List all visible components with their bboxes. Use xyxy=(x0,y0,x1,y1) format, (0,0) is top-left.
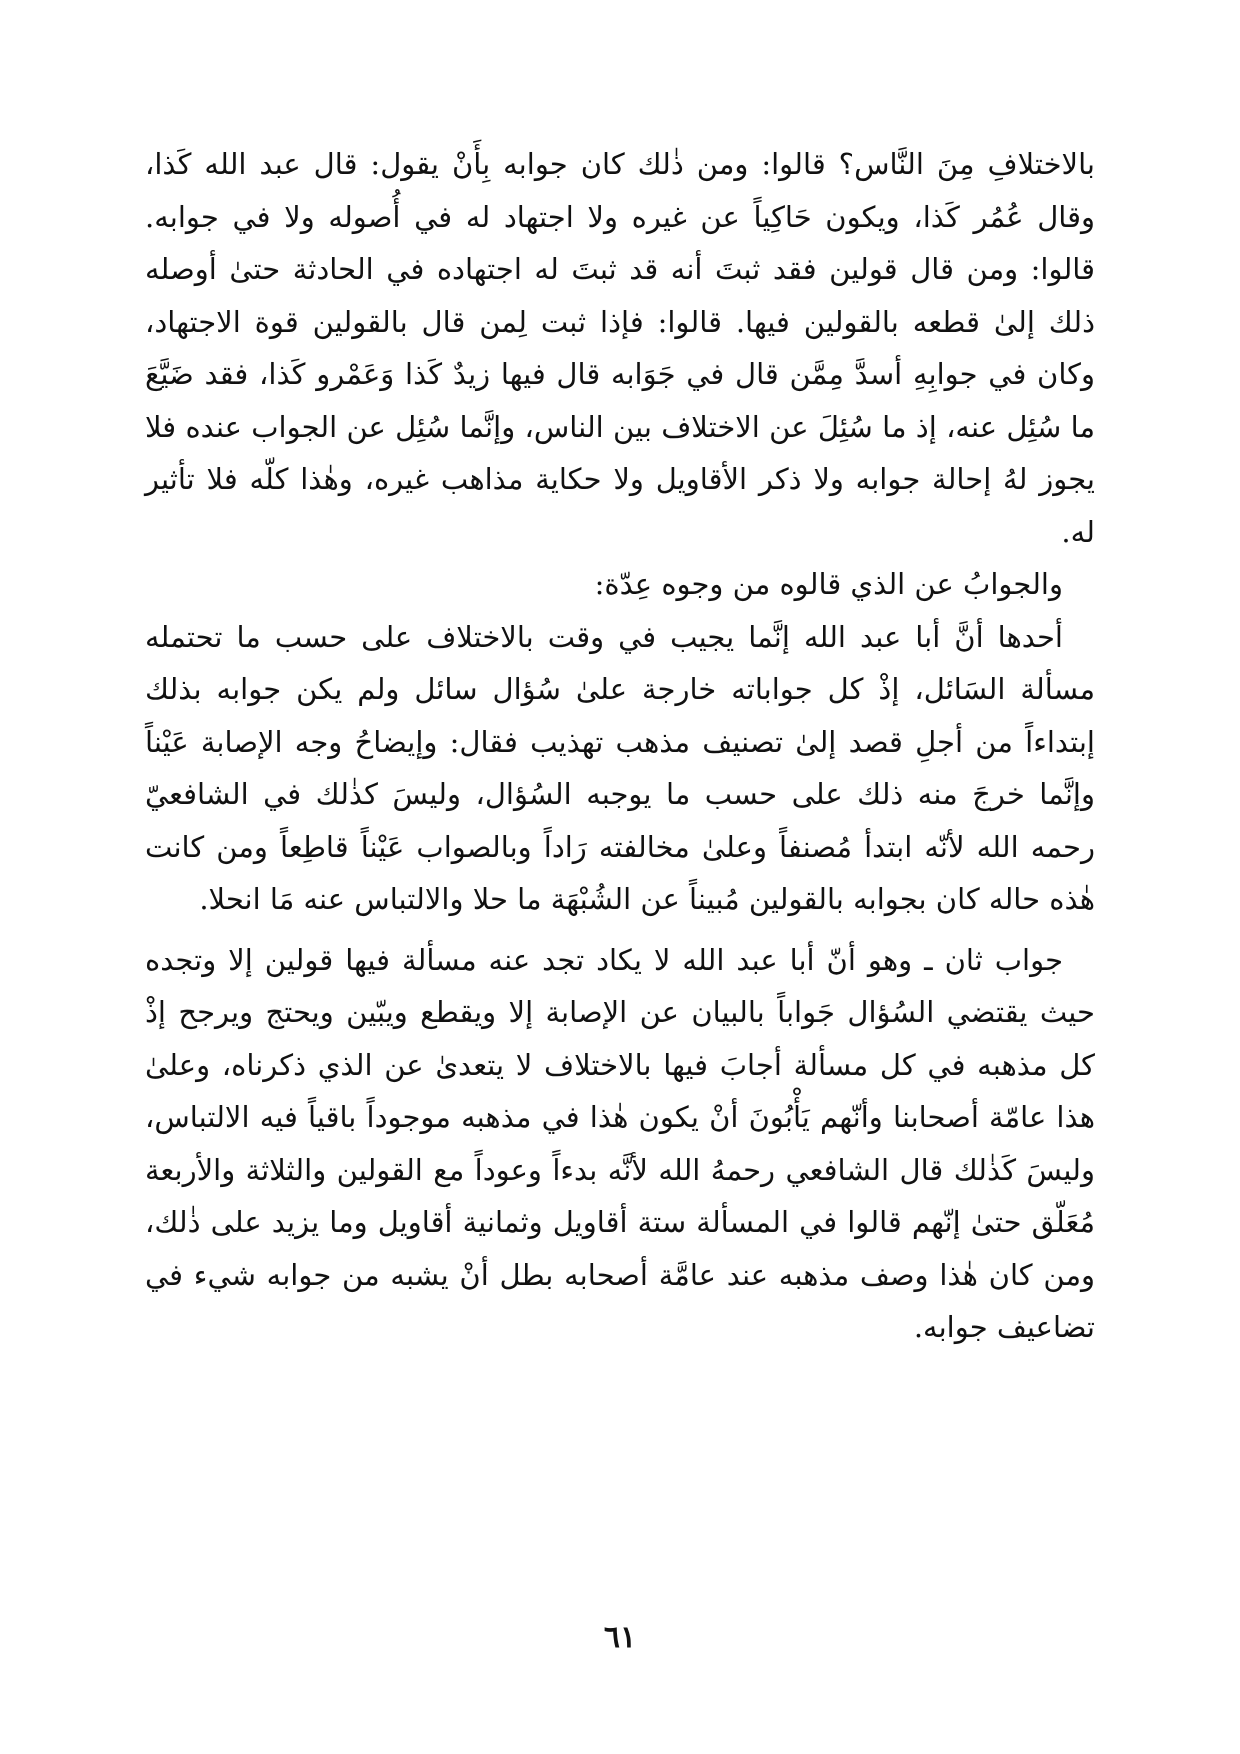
paragraph-1: بالاختلافِ مِنَ النَّاس؟ قالوا: ومن ذٰلك كان جوابه بِأَنْ يقول: قال عبد الله كَذا، وقال عُمُر كَذا، ويكون حَاكِياً عن غيره ولا اجتهاد له في أُصوله ولا في جوابه. قالوا: ومن قال قولين فقد ثبتَ أنه قد ثبتَ له اجتهاده في الحادثة حتىٰ أوصله ذلك إلىٰ قطعه بالقولين فيها. قالوا: فإذا ثبت لِمن قال بالقولين قوة الاجتهاد، وكان في جوابِهِ أسدَّ مِمَّن قال في جَوَابه قال فيها زيدٌ كَذا وَعَمْرو كَذا، فقد ضَيَّعَ ما سُئِل عنه، إذ ما سُئِلَ عن الاختلاف بين الناس، وإنَّما سُئِل عن الجواب عنده فلا يجوز لهُ إحالة جوابه ولا ذكر الأقاويل ولا حكاية مذاهب غيره، وهٰذا كلّه فلا تأثير له. xyxy=(145,147,1096,549)
body-text xyxy=(145,138,1095,1354)
paragraph-2: والجوابُ عن الذي قالوه من وجوه عِدّة: xyxy=(594,567,1063,601)
page-number: ٦١ xyxy=(603,1620,637,1655)
paragraph-4: جواب ثان ـ وهو أنّ أبا عبد الله لا يكاد تجد عنه مسألة فيها قولين إلا وتجده حيث يقتضي السُؤال جَواباً بالبيان عن الإصابة إلا ويقطع ويبّين ويحتج ويرجح إذْ كل مذهبه في كل مسألة أجابَ فيها بالاختلاف لا يتعدىٰ عن الذي ذكرناه، وعلىٰ هذا عامّة أصحابنا وأنّهم يَأْبُونَ أنْ يكون هٰذا في مذهبه موجوداً باقياً فيه الالتباس، وليسَ كَذٰلك قال الشافعي رحمهُ الله لأنَّه بدءاً وعوداً مع القولين والثلاثة والأربعة مُعَلّق حتىٰ إنّهم قالوا في المسألة ستة أقاويل وثمانية أقاويل وما يزيد على ذٰلك، ومن كان هٰذا وصف مذهبه عند عامَّة أصحابه بطل أنْ يشبه من جوابه شيء في تضاعيف جوابه. xyxy=(145,942,1095,1344)
paragraph-3: أحدها أنَّ أبا عبد الله إنَّما يجيب في وقت بالاختلاف على حسب ما تحتمله مسألة السَائل، إذْ كل جواباته خارجة علىٰ سُؤال سائل ولم يكن جوابه بذلك إبتداءاً من أجلِ قصد إلىٰ تصنيف مذهب تهذيب فقال: وإيضاحُ وجه الإصابة عَيْناً وإنَّما خرجَ منه ذلك على حسب ما يوجبه السُؤال، وليسَ كذٰلك في الشافعيّ رحمه الله لأنّه ابتدأ مُصنفاً وعلىٰ مخالفته رَاداً وبالصواب عَيْناً قاطِعاً ومن كانت هٰذه حاله كان بجوابه بالقولين مُبيناً عن الشُبْهَة ما حلا والالتباس عنه مَا انحلا. xyxy=(145,619,1095,916)
